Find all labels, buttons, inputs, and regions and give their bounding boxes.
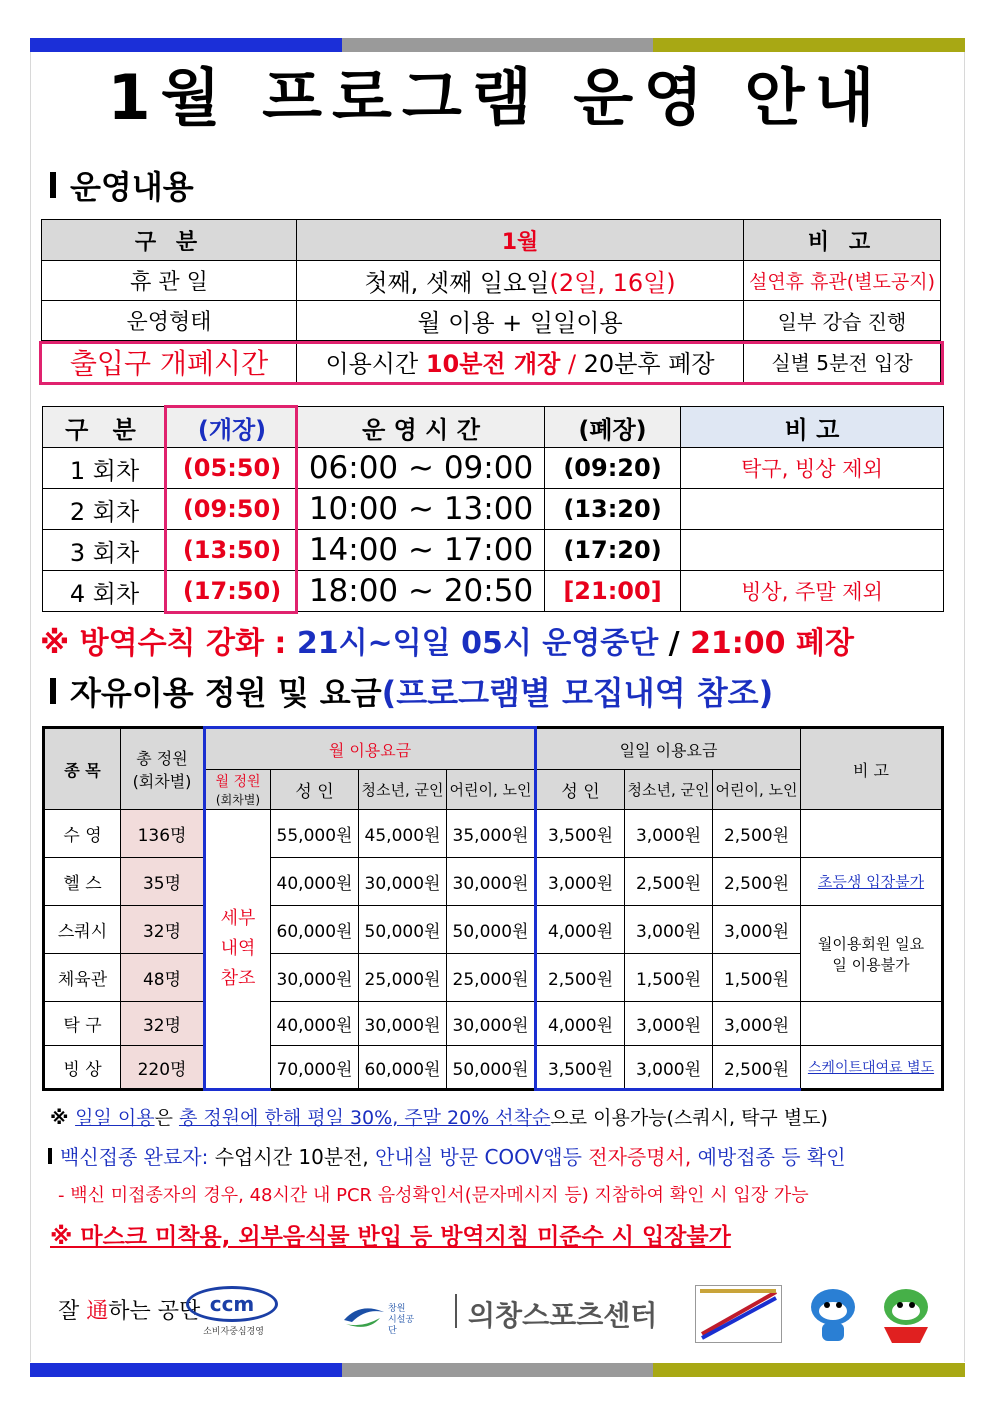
mask-note: ※ 마스크 미착용, 외부음식물 반입 등 방역지침 미준수 시 입장불가	[50, 1224, 731, 1250]
center-name: 의창스포츠센터	[468, 1299, 658, 1332]
table-cell: (13:50)	[167, 530, 298, 571]
table-cell: (17:20)	[545, 530, 681, 571]
table-cell	[205, 770, 271, 810]
table-cell: 3,500원	[536, 1046, 625, 1090]
table-cell: 60,000원	[271, 906, 359, 954]
table-cell: 55,000원	[271, 810, 359, 858]
table-cell: 월 이용요금	[205, 728, 536, 770]
text-span: 通	[86, 1299, 109, 1324]
table-cell: 세부 내역 참조	[205, 810, 271, 1090]
table-cell: 4,000원	[536, 1002, 625, 1046]
table-cell: 3,000원	[713, 1002, 801, 1046]
table-cell: 30,000원	[359, 1002, 447, 1046]
table-cell: 14:00 ~ 17:00	[298, 530, 545, 571]
table-cell	[297, 261, 744, 301]
table-cell: 1,500원	[625, 954, 713, 1002]
table-cell: [21:00]	[545, 571, 681, 612]
table-row	[44, 858, 943, 906]
org-logo	[340, 1298, 420, 1334]
table-cell: 70,000원	[271, 1046, 359, 1090]
table-cell: 25,000원	[447, 954, 536, 1002]
table-cell: (개장)	[167, 407, 298, 448]
table-cell	[121, 728, 205, 810]
table-cell: (09:20)	[545, 448, 681, 489]
text-span: 잘	[58, 1299, 87, 1324]
logo-divider	[455, 1294, 457, 1328]
fee-table	[42, 726, 944, 1091]
table-cell: 휴 관 일	[42, 261, 297, 301]
text-span	[50, 678, 56, 704]
table-cell: 비 고	[801, 728, 943, 810]
table-cell: 실별 5분전 입장	[744, 341, 941, 383]
text-span: 자유이용 정원 및 요금	[70, 674, 382, 712]
text-span: 20분후 폐장	[583, 350, 715, 378]
table-cell: 일일 이용요금	[536, 728, 801, 770]
table-cell: 45,000원	[359, 810, 447, 858]
table-cell: 30,000원	[447, 1002, 536, 1046]
vaccine-note	[48, 1141, 846, 1170]
text-span: ※ 방역수칙 강화 :	[40, 626, 297, 661]
table-cell: 운영형태	[42, 301, 297, 341]
table-cell: (13:20)	[545, 489, 681, 530]
text-span: ※	[50, 1107, 76, 1129]
table-cell	[801, 810, 943, 858]
table-cell: 빙상, 주말 제외	[681, 571, 944, 612]
text-span: (회차별)	[132, 772, 192, 791]
table-cell: 40,000원	[271, 1002, 359, 1046]
table-cell: 40,000원	[271, 858, 359, 906]
bottom-color-bar	[30, 1363, 965, 1377]
table-cell: 50,000원	[447, 906, 536, 954]
table-cell: (17:50)	[167, 571, 298, 612]
table-row	[44, 1002, 943, 1046]
table-cell: 30,000원	[359, 858, 447, 906]
daily-use-note	[50, 1103, 828, 1130]
table-cell: 30,000원	[447, 858, 536, 906]
table-cell: 비 고	[681, 407, 944, 448]
table-cell: 4 회차	[43, 571, 167, 612]
table-cell: 30,000원	[271, 954, 359, 1002]
text-span: 하는 공단	[108, 1299, 201, 1324]
certification-badge	[695, 1285, 782, 1343]
table-cell: 헬 스	[44, 858, 121, 906]
table-cell: 종 목	[44, 728, 121, 810]
text-span: /	[560, 350, 584, 378]
table-cell: 18:00 ~ 20:50	[298, 571, 545, 612]
text-span: 전자증명서,	[588, 1145, 698, 1169]
table-row	[44, 1046, 943, 1090]
text-span: (2일, 16일)	[549, 269, 676, 297]
page-title: 1월 프로그램 운영 안내	[107, 61, 885, 134]
table-cell: 성 인	[536, 770, 625, 810]
table-cell: 운 영 시 간	[298, 407, 545, 448]
text-span: 운영내용	[70, 168, 194, 206]
table-cell: 48명	[121, 954, 205, 1002]
table-cell: 60,000원	[359, 1046, 447, 1090]
mascot-green-icon	[872, 1283, 940, 1349]
text-span: 총 정원에 한해 평일 30%, 주말 20% 선착순	[178, 1107, 551, 1129]
table-cell: 1,500원	[713, 954, 801, 1002]
text-span: 백신접종 완료자:	[60, 1145, 215, 1169]
ccm-logo: ccm 소비자중심경영	[186, 1286, 281, 1338]
table-cell: 3,000원	[625, 810, 713, 858]
pcr-note: - 백신 미접종자의 경우, 48시간 내 PCR 음성확인서(문자메시지 등) 지참하여 확인 시 입장 가능	[58, 1185, 809, 1206]
table-cell: 어린이, 노인	[447, 770, 536, 810]
table-row	[44, 810, 943, 858]
table-cell: (05:50)	[167, 448, 298, 489]
text-span: 수업시간 10분전,	[214, 1145, 376, 1169]
text-span: 10분전 개장	[425, 350, 561, 378]
text-span: 창원 시설공단	[388, 1304, 415, 1336]
table-cell: 2 회차	[43, 489, 167, 530]
table-cell: 50,000원	[359, 906, 447, 954]
table-cell: (09:50)	[167, 489, 298, 530]
text-span: 월 정원	[215, 774, 261, 790]
table-cell: 구 분	[42, 220, 297, 261]
table-cell: 2,500원	[713, 858, 801, 906]
table-cell: 4,000원	[536, 906, 625, 954]
table-cell: 2,500원	[713, 810, 801, 858]
table-cell: 출입구 개폐시간	[42, 341, 297, 383]
table-cell: 3,000원	[536, 858, 625, 906]
table-cell: 35,000원	[447, 810, 536, 858]
table-cell: 25,000원	[359, 954, 447, 1002]
text-span: 예방접종 등 확인	[697, 1145, 846, 1169]
table-cell: 1 회차	[43, 448, 167, 489]
table-cell: 10:00 ~ 13:00	[298, 489, 545, 530]
section-heading-operation	[50, 162, 194, 208]
table-cell: 설연휴 휴관(별도공지)	[744, 261, 941, 301]
covid-notice	[40, 618, 854, 662]
mascot-blue-icon	[802, 1283, 864, 1349]
text-span: /	[658, 626, 691, 661]
table-cell: 월이용회원 일요일 이용불가	[801, 906, 943, 1002]
text-span: 은	[154, 1107, 179, 1129]
table-cell: 3,000원	[625, 1002, 713, 1046]
table-cell: 2,500원	[625, 858, 713, 906]
text-span: 첫째, 셋째 일요일	[364, 269, 550, 297]
table-cell	[801, 1002, 943, 1046]
table-cell: 3,000원	[713, 906, 801, 954]
table-cell: 탁구, 빙상 제외	[681, 448, 944, 489]
table-cell: 06:00 ~ 09:00	[298, 448, 545, 489]
table-cell: 2,500원	[536, 954, 625, 1002]
text-span: 으로 이용가능(스쿼시, 탁구 별도)	[550, 1107, 828, 1129]
table-cell: 스케이트대여료 별도	[801, 1046, 943, 1090]
text-span: 21시~익일 05시 운영중단	[296, 626, 659, 661]
table-cell: 3,500원	[536, 810, 625, 858]
table-cell: (폐장)	[545, 407, 681, 448]
text-span: (회차별)	[215, 793, 261, 807]
table-row	[44, 906, 943, 954]
table-cell: 220명	[121, 1046, 205, 1090]
table-cell: 빙 상	[44, 1046, 121, 1090]
table-cell: 35명	[121, 858, 205, 906]
table-cell: 월 이용 + 일일이용	[297, 301, 744, 341]
text-span: (프로그램별 모집내역 참조)	[381, 674, 774, 712]
table-cell: 비 고	[744, 220, 941, 261]
text-span: 총 정원	[136, 749, 188, 768]
table-cell: 수 영	[44, 810, 121, 858]
table-cell: 3,000원	[625, 906, 713, 954]
table-cell: 32명	[121, 906, 205, 954]
table-cell: 50,000원	[447, 1046, 536, 1090]
table-cell: 청소년, 군인	[625, 770, 713, 810]
table-cell: 스쿼시	[44, 906, 121, 954]
text-span: 일일 이용	[75, 1107, 155, 1129]
open-time-highlight	[164, 405, 298, 614]
org-swoosh-icon	[340, 1298, 388, 1334]
text-span: 이용시간	[325, 350, 426, 378]
table-cell: 성 인	[271, 770, 359, 810]
section-heading-fees	[50, 668, 773, 714]
table-cell: 136명	[121, 810, 205, 858]
table-cell: 3 회차	[43, 530, 167, 571]
table-cell: 일부 강습 진행	[744, 301, 941, 341]
table-cell: 체육관	[44, 954, 121, 1002]
text-span: 21:00 폐장	[690, 626, 854, 661]
table-cell: 어린이, 노인	[713, 770, 801, 810]
table-cell	[681, 530, 944, 571]
text-span	[48, 1148, 52, 1164]
table-cell: 탁 구	[44, 1002, 121, 1046]
table-cell: 구 분	[43, 407, 167, 448]
text-span: 안내실 방문 COOV앱등	[375, 1145, 589, 1169]
table-cell: 2,500원	[713, 1046, 801, 1090]
table-cell: 3,000원	[625, 1046, 713, 1090]
table-cell: 청소년, 군인	[359, 770, 447, 810]
slogan-logo	[58, 1294, 200, 1325]
table-cell: 1월	[297, 220, 744, 261]
text-span	[50, 172, 56, 198]
table-cell: 32명	[121, 1002, 205, 1046]
entrance-time-highlight	[39, 341, 944, 385]
table-cell	[681, 489, 944, 530]
table-cell: 초등생 입장불가	[801, 858, 943, 906]
